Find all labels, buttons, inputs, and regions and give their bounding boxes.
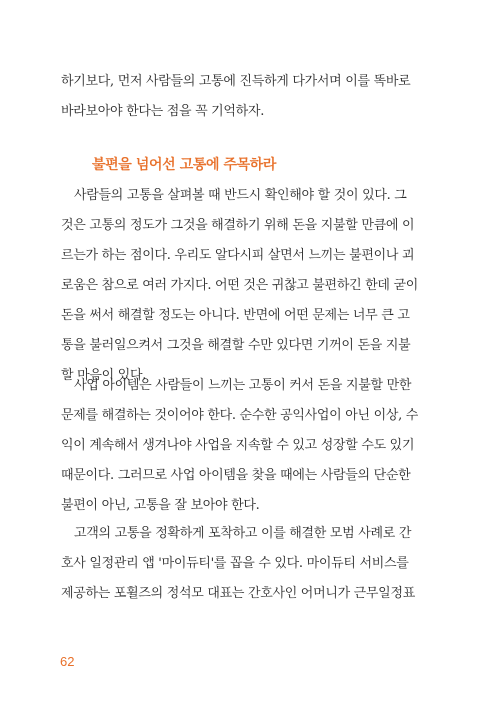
- text-line: 사람들의 고통을 살펴볼 때 반드시 확인해야 할 것이 있다. 그: [74, 188, 407, 203]
- section-paragraph-1: [61, 181, 433, 391]
- text-line: 고객의 고통을 정확하게 포착하고 이를 해결한 모범 사례로 간: [74, 526, 412, 541]
- text-line: 문제를 해결하는 것이어야 한다. 순수한 공익사업이 아닌 이상, 수: [61, 408, 419, 423]
- text-line: 바라보아야 한다는 점을 꼭 기억하자.: [61, 104, 265, 119]
- text-line: 때문이다. 그러므로 사업 아이템을 찾을 때에는 사람들의 단순한: [61, 468, 411, 483]
- text-line: 할 마음이 있다.: [61, 368, 147, 383]
- page-number: 62: [60, 654, 75, 669]
- section-paragraph-2: [61, 371, 433, 521]
- text-line: 사업 아이템은 사람들이 느끼는 고통이 커서 돈을 지불할 만한: [74, 378, 412, 393]
- bottom-paragraph: [61, 519, 433, 609]
- text-line: 통을 불러일으켜서 그것을 해결할 수만 있다면 기꺼이 돈을 지불: [61, 338, 411, 353]
- text-line: 것은 고통의 정도가 그것을 해결하기 위해 돈을 지불할 만큼에 이: [61, 218, 415, 233]
- top-paragraph: [61, 67, 433, 127]
- text-line: 제공하는 포휠즈의 정석모 대표는 간호사인 어머니가 근무일정표: [61, 586, 415, 601]
- text-line: 불편이 아닌, 고통을 잘 보아야 한다.: [61, 498, 260, 513]
- text-line: 하기보다, 먼저 사람들의 고통에 진득하게 다가서며 이를 똑바로: [61, 74, 411, 89]
- text-line: 호사 일정관리 앱 '마이듀티'를 꼽을 수 있다. 마이듀티 서비스를: [61, 556, 409, 571]
- section-heading: 불편을 넘어선 고통에 주목하라: [92, 157, 277, 173]
- text-line: 로움은 참으로 여러 가지다. 어떤 것은 귀찮고 불편하긴 한데 굳이: [61, 278, 419, 293]
- text-line: 돈을 써서 해결할 정도는 아니다. 반면에 어떤 문제는 너무 큰 고: [61, 308, 410, 323]
- text-line: 르는가 하는 점이다. 우리도 알다시피 살면서 느끼는 불편이나 괴: [61, 248, 415, 263]
- text-line: 익이 계속해서 생겨나야 사업을 지속할 수 있고 성장할 수도 있기: [61, 438, 415, 453]
